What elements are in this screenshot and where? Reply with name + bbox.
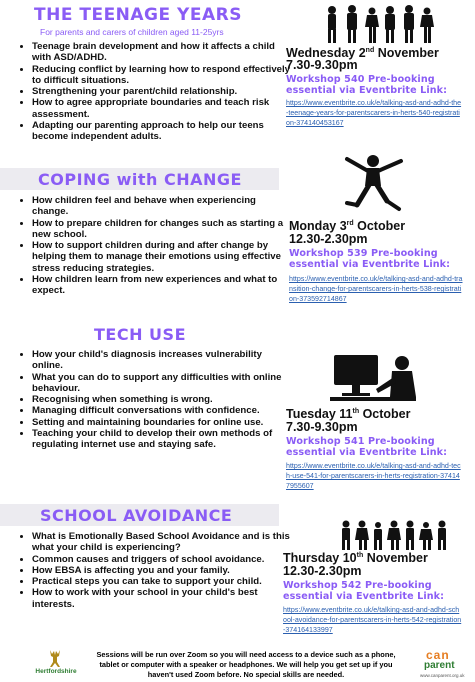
can-parent-logo-bottom: parent — [424, 660, 455, 671]
list-item: • Strengthening your parent/child relationship. — [32, 86, 290, 97]
list-item: • Reducing conflict by learning how to respond effectively to difficult situations. — [32, 64, 290, 87]
list-item: • How children learn from new experiences and what to expect. — [32, 274, 290, 297]
workshop-booking-note: Workshop 541 Pre-booking essential via Eventbrite Link: — [286, 436, 448, 458]
list-item: • Managing difficult conversations with confidence. — [32, 405, 290, 416]
list-item: • Common causes and triggers of school avoidance. — [32, 554, 290, 565]
eventbrite-link[interactable]: https://www.eventbrite.co.uk/e/talking-asd-and-adhd-tech-use-541-for-parentscarers-in-herts-registration-374147955607 — [286, 462, 461, 490]
zoom-info-text: Sessions will be run over Zoom so you will need access to a device such as a phone, tablet or computer with a speaker or headphones. We will help you get set up if you haven't used Zoom before. No special skills are needed. — [96, 650, 396, 679]
list-item: • Practical steps you can take to support your child. — [32, 576, 290, 587]
list-item: • What is Emotionally Based School Avoidance and is this what your child is experiencing? — [32, 531, 290, 554]
list-item: • How to support children during and after change by helping them to manage their emotions using effective stress reducing strategies. — [32, 240, 290, 274]
topic-list — [18, 41, 290, 143]
section-heading: THE TEENAGE YEARS — [34, 5, 242, 25]
can-parent-url: www.canparent.org.uk — [420, 673, 465, 678]
topic-list — [18, 349, 290, 451]
list-item: • Adapting our parenting approach to help our teens become independent adults. — [32, 120, 290, 143]
can-parent-logo-top: can — [426, 648, 450, 662]
teenagers-silhouette-icon — [318, 5, 438, 43]
section-school-avoidance — [0, 500, 475, 648]
topic-list — [18, 195, 290, 297]
section-heading: TECH USE — [94, 325, 186, 344]
topic-list — [18, 531, 290, 610]
list-item: • Teaching your child to develop their own methods of regulating internet use and staying safe. — [32, 428, 290, 451]
eventbrite-link[interactable]: https://www.eventbrite.co.uk/e/talking-asd-and-adhd-the-teenage-years-for-parentscarers-in-herts-540-registration-374140453167 — [286, 99, 462, 127]
session-time: 12.30-2.30pm — [283, 564, 362, 578]
list-item: • How EBSA is affecting you and your family. — [32, 565, 290, 576]
hertfordshire-logo-text: Hertfordshire — [35, 668, 77, 675]
list-item: • How to work with your school in your child's best interests. — [32, 587, 290, 610]
list-item: • Recognising when something is wrong. — [32, 394, 290, 405]
school-children-silhouette-icon — [338, 520, 450, 550]
eventbrite-link[interactable]: https://www.eventbrite.co.uk/e/talking-asd-and-adhd-school-avoidance-for-parentscarers-in-herts-542-registration-374164133997 — [283, 606, 462, 634]
workshop-booking-note: Workshop 540 Pre-booking essential via Eventbrite Link: — [286, 74, 448, 96]
section-heading: COPING with CHANGE — [38, 170, 242, 189]
workshop-booking-note: Workshop 539 Pre-booking essential via Eventbrite Link: — [289, 248, 451, 270]
session-date: Wednesday 2nd November — [286, 46, 439, 61]
jumping-child-silhouette-icon — [335, 153, 415, 215]
eventbrite-link[interactable]: https://www.eventbrite.co.uk/e/talking-asd-and-adhd-transition-change-for-parentscarers-in-herts-538-registration-373592714867 — [289, 275, 463, 303]
list-item: • How your child's diagnosis increases vulnerability online. — [32, 349, 290, 372]
session-time: 7.30-9.30pm — [286, 58, 358, 72]
list-item: • Teenage brain development and how it affects a child with ASD/ADHD. — [32, 41, 290, 64]
session-time: 7.30-9.30pm — [286, 420, 358, 434]
section-teenage-years — [0, 0, 475, 165]
list-item: • How to agree appropriate boundaries and teach risk assessment. — [32, 97, 290, 120]
computer-user-silhouette-icon — [328, 353, 432, 405]
session-date: Tuesday 11th October — [286, 407, 411, 422]
list-item: • What you can do to support any difficulties with online behaviour. — [32, 372, 290, 395]
section-heading: SCHOOL AVOIDANCE — [40, 506, 233, 525]
hertfordshire-logo — [28, 648, 84, 680]
section-subtitle: For parents and carers of children aged 11-25yrs — [40, 27, 224, 37]
session-date: Monday 3rd October — [289, 219, 406, 234]
section-tech-use — [0, 325, 475, 500]
footer — [0, 648, 475, 682]
hertfordshire-stag-logo-icon — [44, 648, 66, 668]
section-coping-with-change — [0, 165, 475, 325]
list-item: • Setting and maintaining boundaries for online use. — [32, 417, 290, 428]
list-item: • How children feel and behave when experiencing change. — [32, 195, 290, 218]
workshop-booking-note: Workshop 542 Pre-booking essential via Eventbrite Link: — [283, 580, 445, 602]
session-time: 12.30-2.30pm — [289, 232, 368, 246]
list-item: • How to prepare children for changes such as starting a new school. — [32, 218, 290, 241]
session-date: Thursday 10th November — [283, 551, 428, 566]
can-parent-logo — [420, 648, 472, 682]
